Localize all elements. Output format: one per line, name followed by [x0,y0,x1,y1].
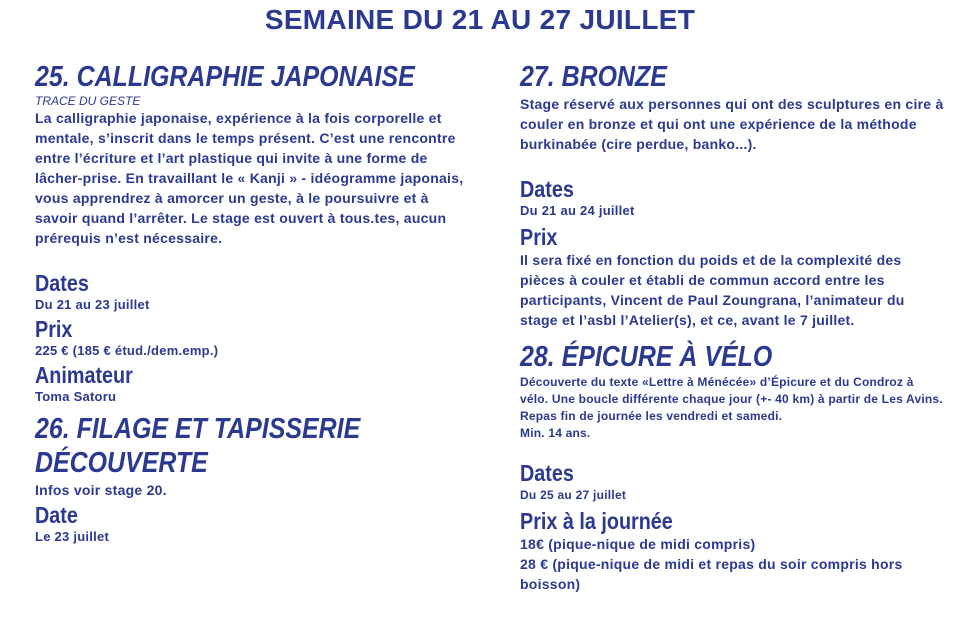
stage-27 [520,60,945,330]
stage-25-dates-label: Dates [35,270,89,296]
stage-26-info: Infos voir stage 20. [35,482,167,498]
stage-28-prix-label: Prix à la journée [520,508,673,534]
stage-26-title: 26. FILAGE ET TAPISSERIE DÉCOUVERTE [35,413,361,479]
stage-28-prix-line2: 28 € (pique-nique de midi et repas du soir compris hors boisson) [520,556,903,592]
right-column [520,60,945,594]
stage-28-min-age: Min. 14 ans. [520,426,591,440]
stage-28-dates-label: Dates [520,460,574,486]
stage-25-prix: 225 € (185 € étud./dem.emp.) [35,343,219,358]
stage-28-dates: Du 25 au 27 juillet [520,488,627,502]
stage-25-title: 25. CALLIGRAPHIE JAPONAISE [35,61,415,93]
stage-27-prix-label: Prix [520,224,558,250]
stage-28-description: Découverte du texte «Lettre à Ménécée» d’Épicure et du Condroz à vélo. Une boucle différente chaque jour (+- 40 km) à partir de Les Avins. Repas fin de journée les vendredi et samedi. [520,375,943,423]
stage-27-description: Stage réservé aux personnes qui ont des sculptures en cire à couler en bronze et qui ont une expérience de la méthode burkinabée (cire perdue, banko...). [520,96,944,152]
stage-25-description: La calligraphie japonaise, expérience à la fois corporelle et mentale, s’inscrit dans le temps présent. C’est une rencontre entre l’écriture et l’art plastique qui invite à une forme de lâcher-prise. En travaillant le « Kanji » - idéogramme japonais, vous apprendrez à amorcer un geste, à le poursuivre et à savoir quand l’arrêter. Le stage est ouvert à tous.tes, aucun prérequis n’est nécessaire. [35,110,464,246]
stage-26-date-label: Date [35,502,78,528]
stage-27-dates-label: Dates [520,176,574,202]
stage-26 [35,412,475,546]
stage-28-prix-line1: 18€ (pique-nique de midi compris) [520,536,756,552]
stage-25-subtitle: TRACE DU GESTE [35,94,141,108]
stage-25-animateur-label: Animateur [35,362,133,388]
page-title: SEMAINE DU 21 AU 27 JUILLET [264,4,696,35]
stage-28-title: 28. ÉPICURE À VÉLO [520,341,773,373]
stage-27-dates: Du 21 au 24 juillet [520,203,635,218]
left-column [35,60,475,546]
stage-27-title: 27. BRONZE [520,61,667,93]
stage-25-animateur: Toma Satoru [35,389,117,404]
stage-27-prix: Il sera fixé en fonction du poids et de la complexité des pièces à couler et établi de commun accord entre les participants, Vincent de Paul Zoungrana, l’animateur du stage et l’asbl l’Atelier(s), et ce, avant le 7 juillet. [520,252,905,328]
stage-26-date: Le 23 juillet [35,529,110,544]
stage-25-dates: Du 21 au 23 juillet [35,297,150,312]
stage-25-prix-label: Prix [35,316,73,342]
stage-25 [35,60,475,406]
stage-28 [520,340,945,594]
